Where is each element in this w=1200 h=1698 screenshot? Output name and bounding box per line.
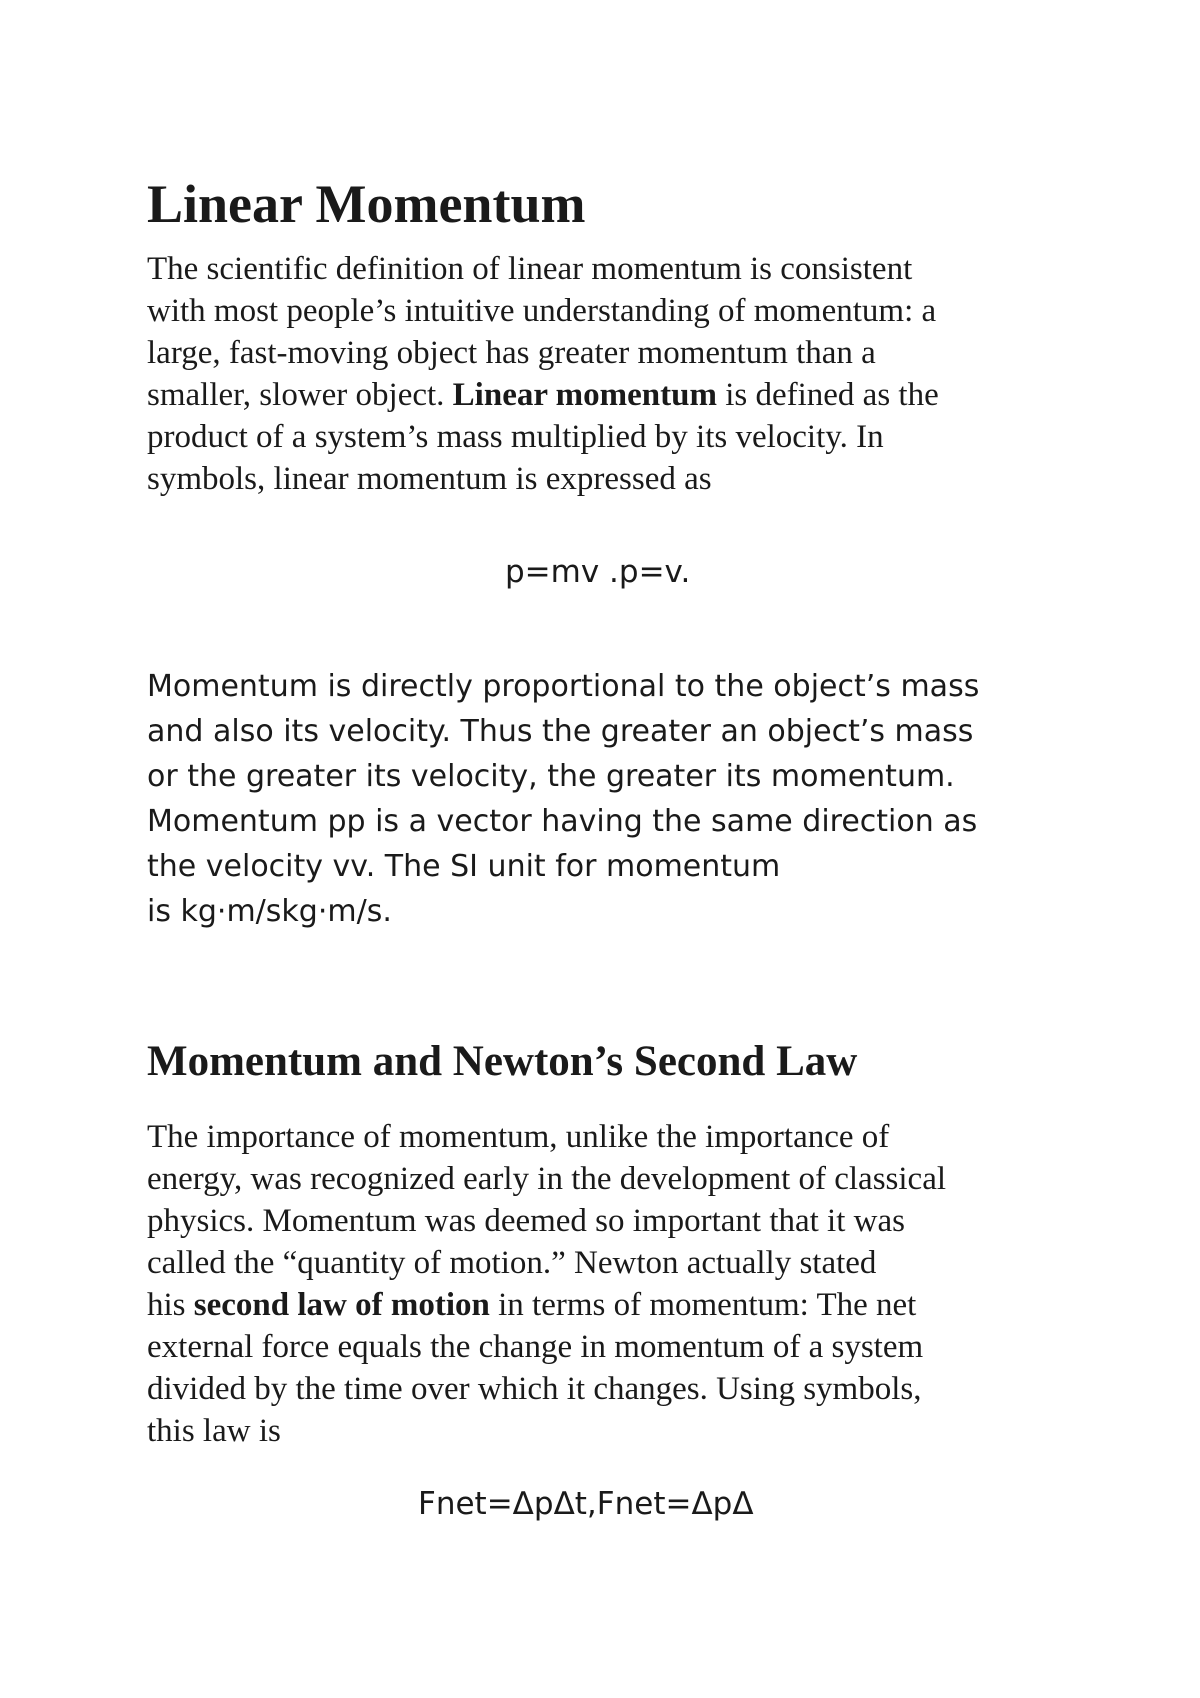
text-line: and also its velocity. Thus the greater an object’s mass bbox=[147, 714, 974, 749]
text-line: called the “quantity of motion.” Newton actually stated bbox=[147, 1245, 877, 1281]
text-line: Momentum is directly proportional to the object’s mass bbox=[147, 669, 980, 704]
text-line: Momentum pp is a vector having the same direction as bbox=[147, 804, 978, 839]
text-line bbox=[147, 1284, 946, 1326]
text-fragment: in terms of momentum: The net bbox=[489, 1287, 917, 1323]
text-line: The scientific definition of linear momentum is consistent bbox=[147, 251, 913, 287]
text-line: product of a system’s mass multiplied by its velocity. In bbox=[147, 419, 884, 455]
text-line: symbols, linear momentum is expressed as bbox=[147, 461, 712, 497]
text-line: divided by the time over which it changes. Using symbols, bbox=[147, 1371, 922, 1407]
bold-term-second-law-of-motion: second law of motion bbox=[193, 1287, 490, 1323]
paragraph-momentum-proportional bbox=[147, 664, 979, 934]
text-fragment: smaller, slower object. bbox=[147, 377, 453, 413]
bold-term-linear-momentum: Linear momentum bbox=[452, 377, 717, 413]
formula-momentum: p=mv .p=v. bbox=[505, 554, 691, 590]
text-line: with most people’s intuitive understanding of momentum: a bbox=[147, 293, 937, 329]
text-line: the velocity vv. The SI unit for momentum bbox=[147, 849, 781, 884]
text-line: physics. Momentum was deemed so important that it was bbox=[147, 1203, 905, 1239]
text-line: large, fast-moving object has greater momentum than a bbox=[147, 335, 876, 371]
text-line: external force equals the change in momentum of a system bbox=[147, 1329, 924, 1365]
text-line bbox=[147, 374, 939, 416]
text-line: energy, was recognized early in the development of classical bbox=[147, 1161, 947, 1197]
section-title-linear-momentum: Linear Momentum bbox=[147, 174, 586, 234]
text-line: this law is bbox=[147, 1413, 281, 1449]
formula-net-force: Fnet=ΔpΔt,Fnet=ΔpΔ bbox=[418, 1486, 754, 1522]
text-fragment: his bbox=[147, 1287, 194, 1323]
text-line: or the greater its velocity, the greater its momentum. bbox=[147, 759, 955, 794]
paragraph-newtons-second-law bbox=[147, 1116, 946, 1452]
text-line: is kg·m/skg·m/s. bbox=[147, 894, 392, 929]
section-title-newtons-second-law: Momentum and Newton’s Second Law bbox=[147, 1038, 858, 1085]
text-fragment: is defined as the bbox=[716, 377, 939, 413]
text-line: The importance of momentum, unlike the importance of bbox=[147, 1119, 890, 1155]
paragraph-momentum-definition bbox=[147, 248, 939, 500]
